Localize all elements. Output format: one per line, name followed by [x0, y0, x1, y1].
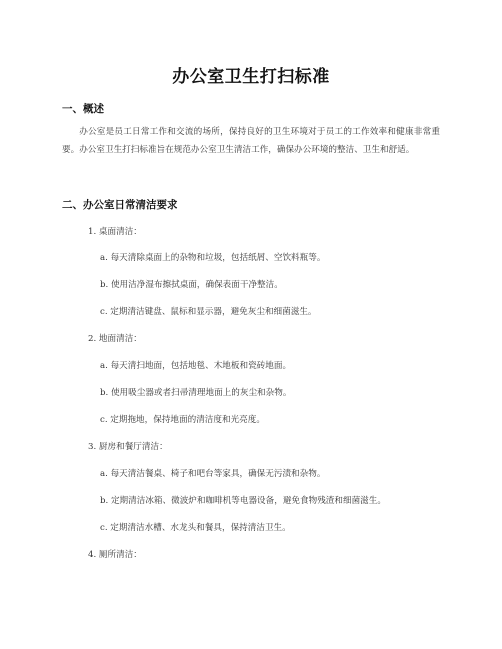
document-title: 办公室卫生打扫标准 — [172, 67, 330, 87]
sub-item: b. 使用洁净湿布擦拭桌面，确保表面干净整洁。 — [100, 280, 283, 290]
sub-item: c. 定期清洁键盘、鼠标和显示器，避免灰尘和细菌滋生。 — [100, 307, 317, 317]
sub-item: b. 使用吸尘器或者扫帚清理地面上的灰尘和杂物。 — [100, 388, 292, 398]
sub-item: c. 定期拖地，保持地面的清洁度和光亮度。 — [100, 415, 265, 425]
section-heading-overview: 一、概述 — [62, 103, 104, 115]
list-item-desk-cleaning: 1. 桌面清洁： — [88, 227, 142, 237]
sub-item: a. 每天清扫地面，包括地毯、木地板和瓷砖地面。 — [100, 361, 292, 371]
list-item-kitchen-cleaning: 3. 厨房和餐厅清洁： — [88, 442, 168, 452]
sub-item: a. 每天清洁餐桌、椅子和吧台等家具，确保无污渍和杂物。 — [100, 469, 326, 479]
list-item-restroom-cleaning: 4. 厕所清洁： — [88, 550, 142, 560]
sub-item: b. 定期清洁冰箱、微波炉和咖啡机等电器设备，避免食物残渣和细菌滋生。 — [100, 496, 386, 506]
overview-paragraph: 办公室是员工日常工作和交流的场所，保持良好的卫生环境对于员工的工作效率和健康非常重要。办公室卫生打扫标准旨在规范办公室卫生清洁工作，确保办公环境的整洁、卫生和舒适。 — [62, 127, 440, 156]
sub-item: c. 定期清洁水槽、水龙头和餐具，保持清洁卫生。 — [100, 523, 291, 533]
list-item-floor-cleaning: 2. 地面清洁： — [88, 334, 142, 344]
sub-item: a. 每天清除桌面上的杂物和垃圾，包括纸屑、空饮料瓶等。 — [100, 253, 326, 263]
section-heading-daily-cleaning: 二、办公室日常清洁要求 — [62, 199, 178, 211]
